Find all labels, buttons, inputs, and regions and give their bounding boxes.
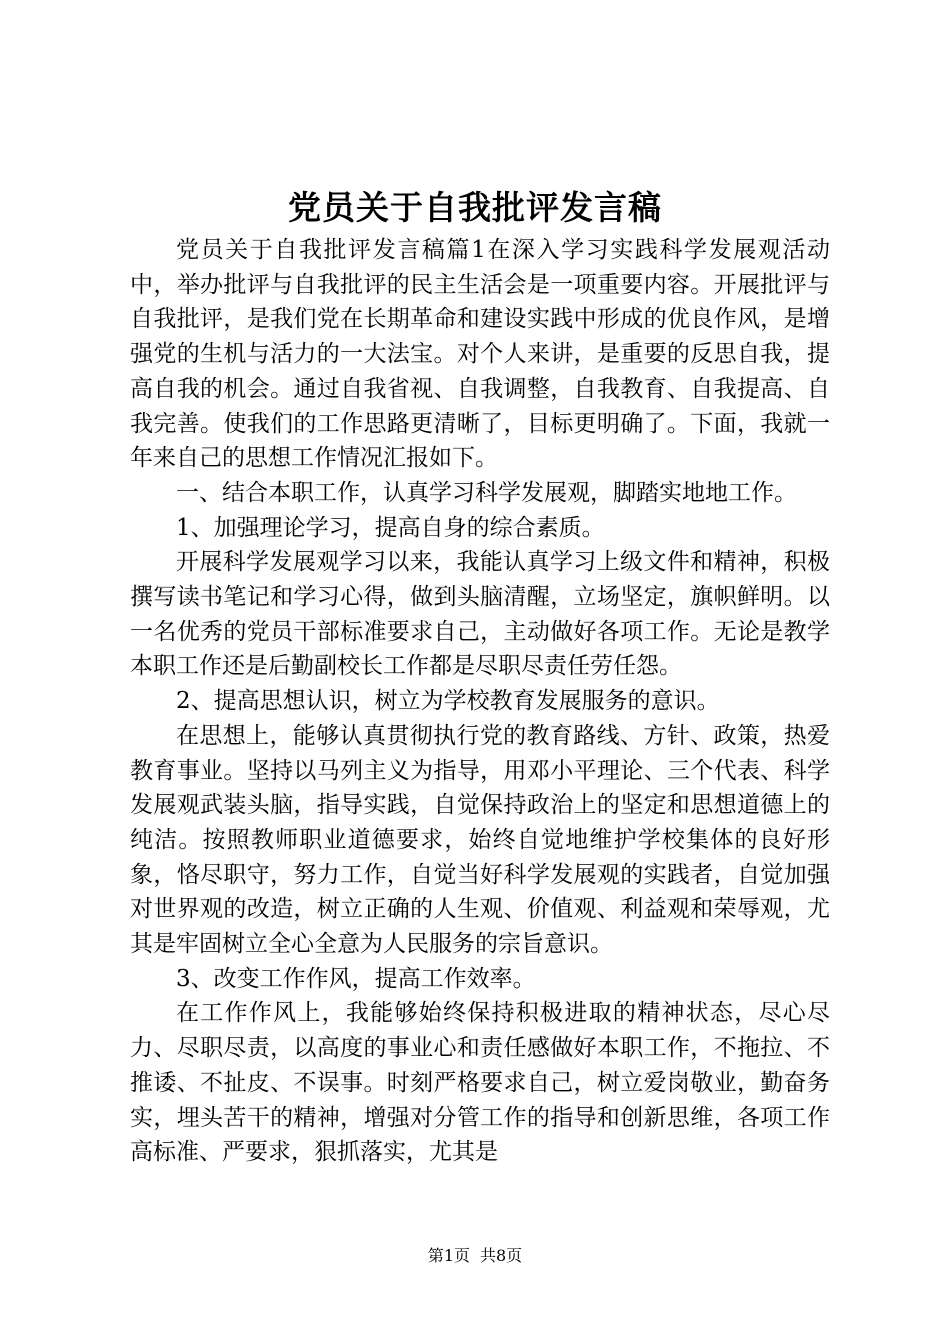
document-body: [130, 233, 830, 1170]
page-footer: [0, 1244, 950, 1268]
page-total: 共8页: [480, 1246, 523, 1265]
paragraph-intro: 党员关于自我批评发言稿篇1在深入学习实践科学发展观活动中，举办批评与自我批评的民主生活会是一项重要内容。开展批评与自我批评，是我们党在长期革命和建设实践中形成的优良作风，是增强党的生机与活力的一大法宝。对个人来讲，是重要的反思自我，提高自我的机会。通过自我省视、自我调整，自我教育、自我提高、自我完善。使我们的工作思路更清晰了，目标更明确了。下面，我就一年来自己的思想工作情况汇报如下。: [130, 237, 830, 472]
subheading-3: 3、改变工作作风，提高工作效率。: [176, 965, 536, 992]
document-title: 党员关于自我批评发言稿: [288, 188, 662, 227]
subheading-2: 2、提高思想认识，树立为学校教育发展服务的意识。: [176, 688, 720, 715]
section-heading-1: 一、结合本职工作，认真学习科学发展观，脚踏实地地工作。: [176, 479, 797, 506]
page-number: 第1页: [427, 1246, 470, 1265]
subheading-1: 1、加强理论学习，提高自身的综合素质。: [176, 514, 605, 541]
paragraph-thought: 在思想上，能够认真贯彻执行党的教育路线、方针、政策，热爱教育事业。坚持以马列主义为指导，用邓小平理论、三个代表、科学发展观武装头脑，指导实践，自觉保持政治上的坚定和思想道德上的纯洁。按照教师职业道德要求，始终自觉地维护学校集体的良好形象，恪尽职守，努力工作，自觉当好科学发展观的实践者，自觉加强对世界观的改造，树立正确的人生观、价值观、利益观和荣辱观，尤其是牢固树立全心全意为人民服务的宗旨意识。: [130, 722, 830, 958]
paragraph-study: 开展科学发展观学习以来，我能认真学习上级文件和精神，积极撰写读书笔记和学习心得，做到头脑清醒，立场坚定，旗帜鲜明。以一名优秀的党员干部标准要求自己，主动做好各项工作。无论是教学本职工作还是后勤副校长工作都是尽职尽责任劳任怨。: [130, 549, 830, 680]
paragraph-work-style: 在工作作风上，我能够始终保持积极进取的精神状态，尽心尽力、尽职尽责，以高度的事业心和责任感做好本职工作，不拖拉、不推诿、不扯皮、不误事。时刻严格要求自己，树立爱岗敬业，勤奋务实，埋头苦干的精神，增强对分管工作的指导和创新思维，各项工作高标准、严要求，狠抓落实，尤其是: [130, 1000, 830, 1166]
